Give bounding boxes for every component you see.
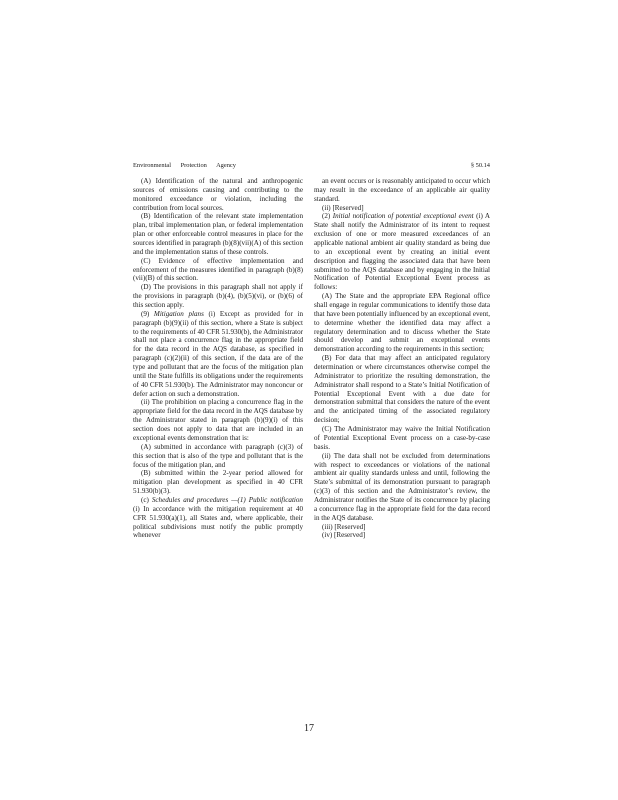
right-column [314, 177, 490, 540]
paragraph-prefix: (2) [322, 212, 333, 221]
paragraph [133, 398, 303, 442]
paragraph [133, 496, 303, 540]
paragraph [133, 257, 303, 284]
page-number: 17 [304, 723, 314, 734]
paragraph [314, 177, 490, 204]
paragraph-text: (B) For data that may affect an anticipated regulatory determination or where circumstances otherwise compel the Administrator to prioritize the resulting demonstration, the Administrator shall respond to a State’s Initial Notification of Potential Exceptional Event with a due date for demonstration submittal that considers the nature of the event and the anticipated timing of the associated regulatory decision; [314, 354, 490, 425]
paragraph-text: (C) Evidence of effective implementation and enforcement of the measures identified in paragraph (b)(8)(vii)(B) of this section. [133, 256, 303, 283]
paragraph-text: (i) A State shall notify the Administrator of its intent to request exclusion of one or more measured exceedances of an applicable national ambient air quality standard as being due to an exceptional event by creating an initial event description and flagging the associated data that have been submitted to the AQS database and by engaging in the Initial Notification of Potential Exceptional Event process as follows: [314, 212, 491, 292]
paragraph-prefix: (9) [141, 309, 154, 318]
header-section: § 50.14 [470, 162, 490, 169]
paragraph [314, 425, 490, 452]
paragraph-text: (iv) [Reserved] [322, 531, 366, 540]
paragraph [133, 283, 303, 310]
paragraph-text: (B) submitted within the 2-year period allowed for mitigation plan development as specified in 40 CFR 51.930(b)(3). [133, 469, 303, 496]
paragraph [133, 469, 303, 496]
paragraph-text: (B) Identification of the relevant state implementation plan, tribal implementation plan, or federal implementation plan or other enforceable control measures in place for the sources identified in paragraph (b)(8)(vii)(A) of this section and the implementation status of these controls. [133, 212, 303, 256]
paragraph [133, 310, 303, 399]
paragraph-heading: Mitigation plans [153, 309, 204, 318]
paragraph-text: (A) Identification of the natural and anthropogenic sources of emissions causing and contributing to the monitored exceedance or violation, including the contribution from local sources. [133, 177, 303, 212]
header-agency: Environmental Protection Agency [133, 162, 236, 169]
paragraph [314, 292, 490, 354]
paragraph-text: (iii) [Reserved] [322, 522, 366, 531]
paragraph [133, 443, 303, 470]
paragraph-text: (ii) The data shall not be excluded from determinations with respect to exceedances or violations of the national ambient air quality standards unless and until, following the State’s submittal of its demonstration pursuant to paragraph (c)(3) of this section and the Administrator’s review, the Administrator notifies the State of its concurrence by placing a concurrence flag in the appropriate field for the data record in the AQS database. [314, 451, 490, 522]
paragraph [314, 523, 490, 532]
paragraph-text: (i) Except as provided for in paragraph (b)(9)(ii) of this section, where a State is subject to the requirements of 40 CFR 51.930(b), the Administrator shall not place a concurrence flag in the appropriate field for the data record in the AQS database, as specified in paragraph (c)(2)(ii) of this section, if the data are of the type and pollutant that are the focus of the mitigation plan until the State fulfills its obligations under the requirements of 40 CFR 51.930(b). The Administrator may nonconcur or defer action on such a demonstration. [133, 309, 303, 398]
paragraph-text: an event occurs or is reasonably anticipated to occur which may result in the exceedance of an applicable air quality standard. [314, 177, 490, 203]
paragraph-text: (C) The Administrator may waive the Initial Notification of Potential Exceptional Event process on a case-by-case basis. [314, 425, 490, 451]
paragraph [314, 452, 490, 523]
paragraph-text: (A) The State and the appropriate EPA Regional office shall engage in regular communications to identify those data that have been potentially influenced by an exceptional event, to determine whether the identified data may affect a regulatory determination and to discuss whether the State should develop and submit an exceptional events demonstration according to the requirements in this section; [314, 292, 490, 354]
paragraph [314, 531, 490, 540]
left-column [133, 177, 303, 540]
paragraph [314, 204, 490, 213]
paragraph-text: (ii) The prohibition on placing a concurrence flag in the appropriate field for the data record in the AQS database by the Administrator stated in paragraph (b)(9)(i) of this section does not apply to data that are included in an exceptional events demonstration that is: [133, 398, 303, 442]
paragraph-prefix: (c) [141, 495, 152, 504]
paragraph-text: (ii) [Reserved] [322, 203, 364, 212]
paragraph-text: (A) submitted in accordance with paragraph (c)(3) of this section that is also of the type and pollutant that is the focus of the mitigation plan, and [133, 442, 303, 469]
paragraph-text: (D) The provisions in this paragraph shall not apply if the provisions in paragraph (b)(4), (b)(5)(vi), or (b)(6) of this section apply. [133, 283, 303, 310]
running-header [133, 162, 490, 170]
paragraph-text: (i) In accordance with the mitigation requirement at 40 CFR 51.930(a)(1), all States and, where applicable, their political subdivisions must notify the public promptly whenever [133, 504, 303, 540]
paragraph [133, 177, 303, 212]
paragraph [314, 212, 490, 292]
paragraph-heading: Schedules and procedures —(1) Public notification [151, 495, 303, 504]
paragraph [133, 212, 303, 256]
paragraph-heading: Initial notification of potential exceptional event [332, 212, 474, 221]
paragraph [314, 354, 490, 425]
